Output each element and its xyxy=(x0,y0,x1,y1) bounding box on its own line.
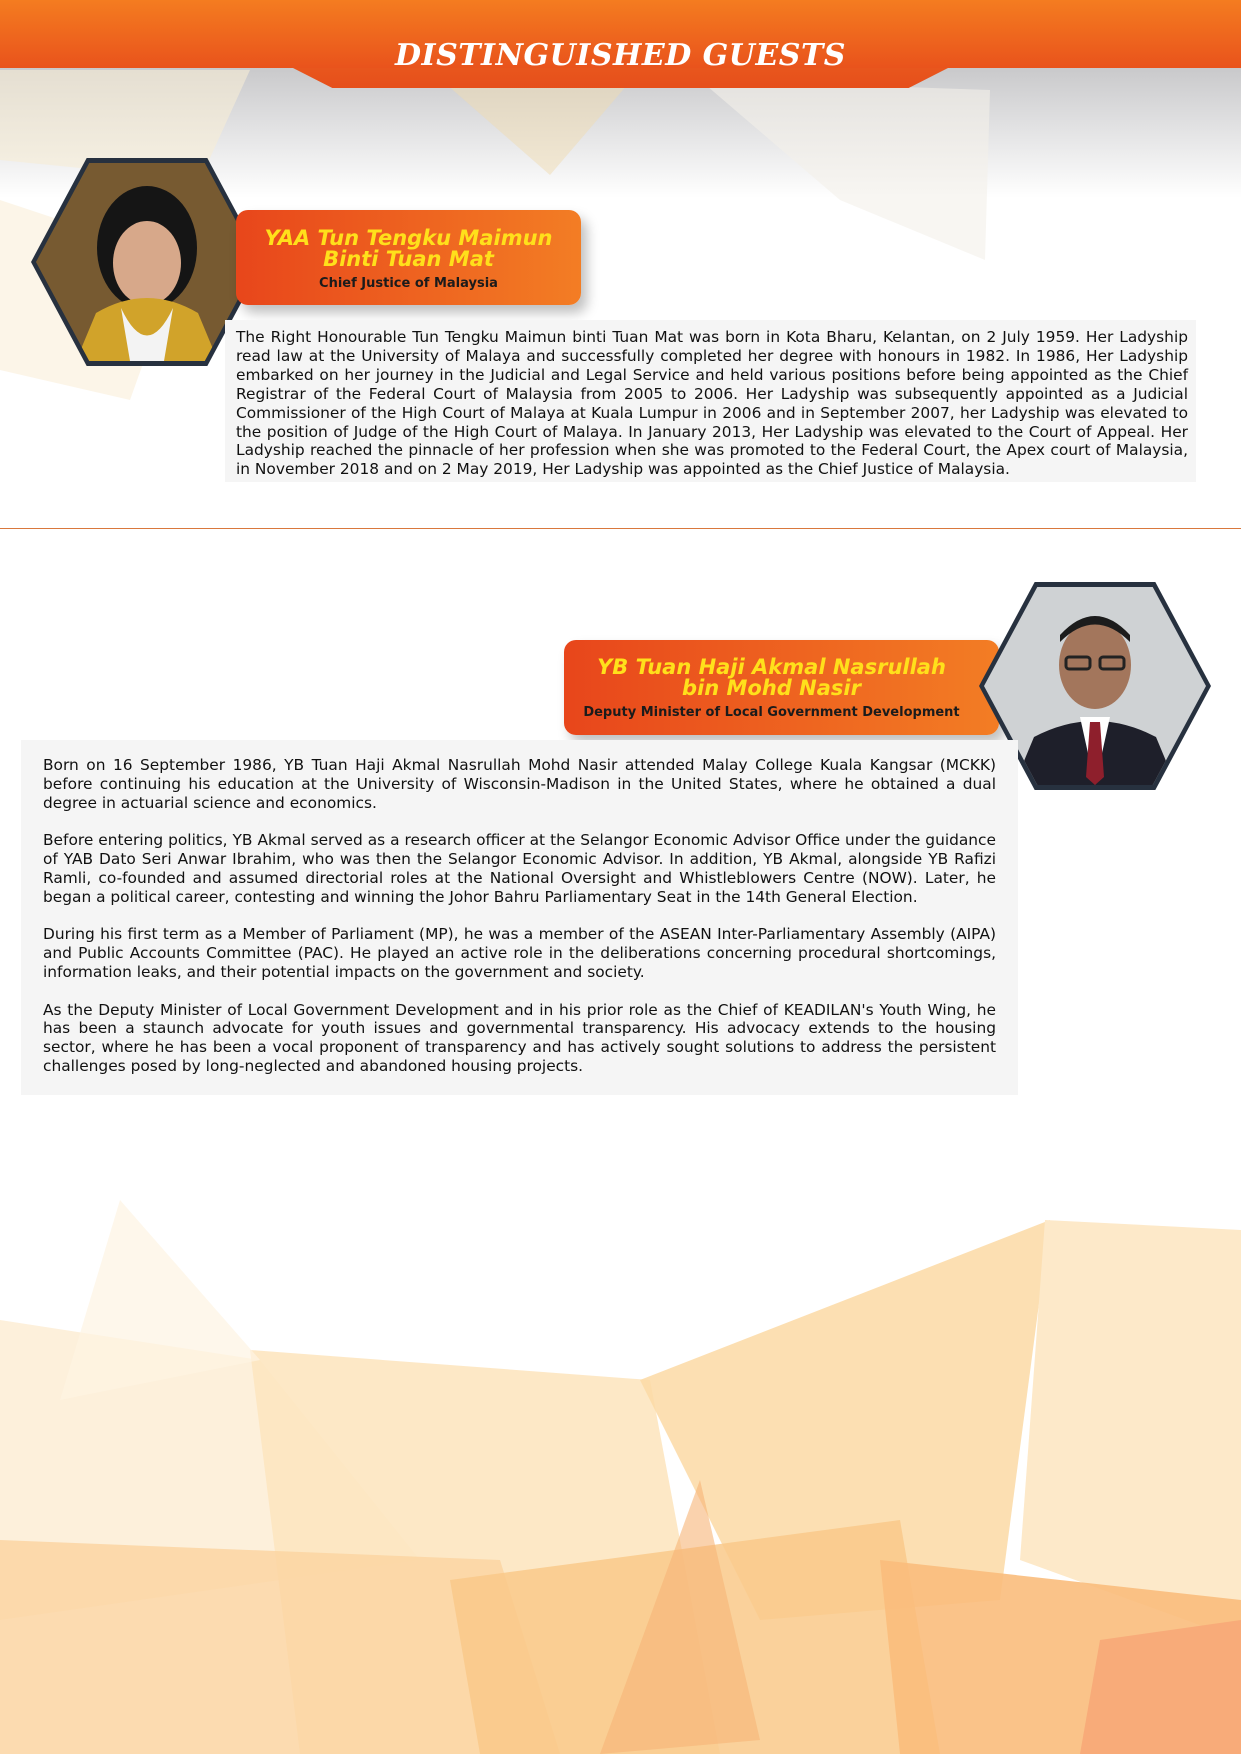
guest-2-bio-box xyxy=(21,740,1018,1095)
guest-2-bio-paragraph-1: Born on 16 September 1986, YB Tuan Haji Akmal Nasrullah Mohd Nasir attended Malay College Kuala Kangsar (MCKK) before continuing his education at the University of Wisconsin-Madison in the United States, where he obtained a dual degree in actuarial science and economics. xyxy=(43,756,996,812)
page-title: DISTINGUISHED GUESTS xyxy=(395,38,846,73)
guest-1-name-plate xyxy=(236,210,581,305)
section-divider xyxy=(0,528,1241,529)
guest-2-name-line2: bin Mohd Nasir xyxy=(682,676,861,700)
guest-1-bio-box xyxy=(225,320,1196,482)
guest-1-name-line2: Binti Tuan Mat xyxy=(323,247,494,271)
guest-2-bio-paragraph-4: As the Deputy Minister of Local Government Development and in his prior role as the Chief of KEADILAN's Youth Wing, he has been a staunch advocate for youth issues and governmental transparency. His advocacy extends to the housing sector, where he has been a vocal proponent of transparency and has actively sought solutions to address the persistent challenges posed by long-neglected and abandoned housing projects. xyxy=(43,1000,996,1076)
guest-2-bio-paragraph-2: Before entering politics, YB Akmal served as a research officer at the Selangor Economic Advisor Office under the guidance of YAB Dato Seri Anwar Ibrahim, who was then the Selangor Economic Advisor. In addition, YB Akmal, alongside YB Rafizi Ramli, co-founded and assumed directorial roles at the National Oversight and Whistleblowers Centre (NOW). Later, he began a political career, contesting and winning the Johor Bahru Parliamentary Seat in the 14th General Election. xyxy=(43,831,996,906)
guest-2-name-plate xyxy=(564,640,999,735)
guest-2-bio-paragraph-3: During his first term as a Member of Parliament (MP), he was a member of the ASEAN Inter-Parliamentary Assembly (AIPA) and Public Accounts Committee (PAC). He played an active role in the deliberations concerning procedural shortcomings, information leaks, and their potential impacts on the government and society. xyxy=(43,925,996,982)
guest-1-bio-paragraph: The Right Honourable Tun Tengku Maimun binti Tuan Mat was born in Kota Bharu, Kelantan, on 2 July 1959. Her Ladyship read law at the University of Malaya and successfully completed her degree with honours in 1982. In 1986, Her Ladyship embarked on her journey in the Judicial and Legal Service and held various positions before being appointed as the Chief Registrar of the Federal Court of Malaysia from 2005 to 2006. Her Ladyship was subsequently appointed as a Judicial Commissioner of the High Court of Malaya at Kuala Lumpur in 2006 and in September 2007, her Ladyship was elevated to the position of Judge of the High Court of Malaya. In January 2013, Her Ladyship was elevated to the Court of Appeal. Her Ladyship reached the pinnacle of her profession when she was promoted to the Federal Court, the Apex court of Malaysia, in November 2018 and on 2 May 2019, Her Ladyship was appointed as the Chief Justice of Malaysia. xyxy=(236,328,1188,479)
guest-2-role: Deputy Minister of Local Government Development xyxy=(583,705,960,720)
guest-1-role: Chief Justice of Malaysia xyxy=(319,276,498,291)
guest-1-name-line1: YAA Tun Tengku Maimun xyxy=(264,226,553,250)
guest-2-name-line1: YB Tuan Haji Akmal Nasrullah xyxy=(597,655,946,679)
